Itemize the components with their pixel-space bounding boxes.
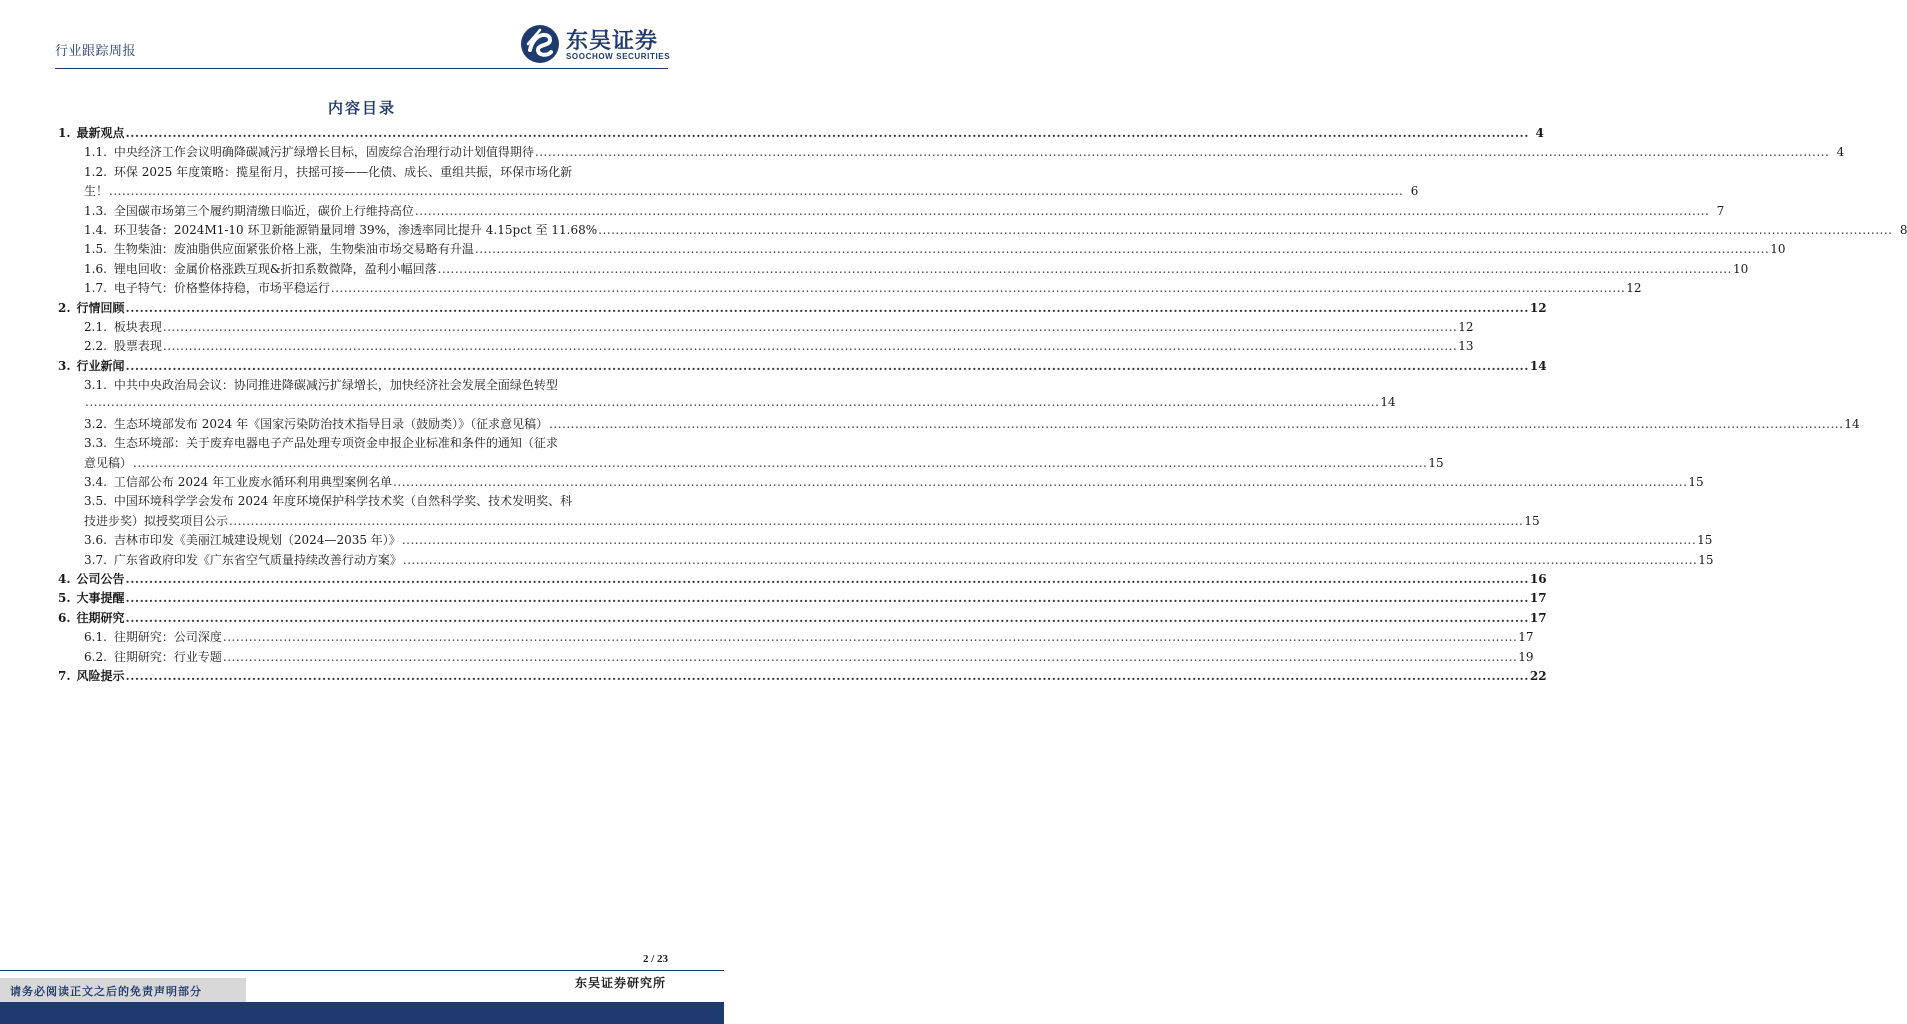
toc-number: 1.7. <box>84 281 107 296</box>
report-type-label: 行业跟踪周报 <box>55 44 137 59</box>
disclaimer-text: 请务必阅读正文之后的免责声明部分 <box>10 985 202 998</box>
toc-entry-text: 锂电回收：金属价格涨跌互现&折扣系数微降，盈利小幅回落 <box>113 261 437 276</box>
toc-subsection-link[interactable] <box>58 163 668 182</box>
toc-title: 内容目录 <box>327 99 396 117</box>
toc-number: 1.2. <box>84 164 107 179</box>
toc-entry-text: 往期研究 <box>76 610 125 625</box>
toc-subsection-link[interactable] <box>58 260 1749 279</box>
toc-leader-dots: ............................................................................................................................................................................................................................................................................................................ <box>125 668 1529 683</box>
toc-subsection-link[interactable] <box>58 395 1396 414</box>
toc-leader-dots: ............................................................................................................................................................................................................................................................................................................ <box>402 552 1698 567</box>
toc-number: 4. <box>58 571 71 586</box>
toc-page-number: 17 <box>1518 630 1534 645</box>
toc-leader-dots: ............................................................................................................................................................................................................................................................................................................ <box>598 222 1893 237</box>
toc-leader-dots: ............................................................................................................................................................................................................................................................................................................ <box>222 630 1518 645</box>
toc-page-number: 19 <box>1518 649 1534 664</box>
toc-leader-dots: ............................................................................................................................................................................................................................................................................................................ <box>125 300 1529 315</box>
toc-leader-dots: ............................................................................................................................................................................................................................................................................................................ <box>534 145 1830 160</box>
disclaimer-bar <box>0 978 246 1002</box>
toc-entry-text: 技进步奖）拟授奖项目公示 <box>84 513 229 528</box>
toc-leader-dots: ............................................................................................................................................................................................................................................................................................................ <box>125 610 1529 625</box>
toc-subsection-link[interactable] <box>58 454 1444 473</box>
footer-divider <box>0 970 724 971</box>
toc-entry-text: 最新观点 <box>76 126 125 140</box>
toc-section-link[interactable] <box>58 357 1547 376</box>
toc-number: 1.5. <box>84 242 107 257</box>
toc-subsection-link[interactable] <box>58 628 1534 647</box>
toc-page-number: 14 <box>1529 358 1547 373</box>
toc-number: 2.1. <box>84 319 107 334</box>
toc-subsection-link[interactable] <box>58 279 1642 298</box>
toc-subsection-link[interactable] <box>58 473 1704 492</box>
toc-subsection-link[interactable] <box>58 143 1845 162</box>
toc-page-number: 12 <box>1458 319 1474 334</box>
toc-leader-dots: ............................................................................................................................................................................................................................................................................................................ <box>437 261 1732 276</box>
toc-subsection-link[interactable] <box>58 182 1419 201</box>
toc-page-number: 14 <box>1844 416 1860 431</box>
toc-entry-text: 风险提示 <box>76 668 125 683</box>
toc-leader-dots: ............................................................................................................................................................................................................................................................................................................ <box>125 358 1529 373</box>
toc-subsection-link[interactable] <box>58 240 1786 259</box>
toc-page-number: 17 <box>1529 610 1547 625</box>
toc-leader-dots: ............................................................................................................................................................................................................................................................................................................ <box>401 533 1697 548</box>
toc-leader-dots: ............................................................................................................................................................................................................................................................................................................ <box>330 281 1626 296</box>
toc-subsection-link[interactable] <box>58 551 1714 570</box>
toc-entry-text: 行业新闻 <box>76 358 125 373</box>
toc-subsection-link[interactable] <box>58 337 1474 356</box>
toc-number: 3.1. <box>84 378 107 393</box>
toc-section-link[interactable] <box>58 589 1547 608</box>
toc-page-number: 22 <box>1529 668 1547 683</box>
brand-logo <box>520 22 680 68</box>
toc-page-number: 13 <box>1458 339 1474 354</box>
toc-entry-text: 往期研究：公司深度 <box>113 630 222 645</box>
toc-subsection-link[interactable] <box>58 434 668 453</box>
toc-number: 3.5. <box>84 494 107 509</box>
toc-number: 1. <box>58 126 71 140</box>
toc-subsection-link[interactable] <box>58 415 1860 434</box>
toc-leader-dots: ............................................................................................................................................................................................................................................................................................................ <box>229 513 1524 528</box>
toc-section-link[interactable] <box>58 299 1547 318</box>
toc-entry-text: 生物柴油：废油脂供应面紧张价格上涨，生物柴油市场交易略有升温 <box>113 242 474 257</box>
institute-name: 东吴证券研究所 <box>574 976 666 990</box>
toc-page-number: 8 <box>1899 222 1907 237</box>
toc-leader-dots: ............................................................................................................................................................................................................................................................................................................ <box>162 339 1458 354</box>
toc-subsection-link[interactable] <box>58 202 1725 221</box>
toc-leader-dots: ............................................................................................................................................................................................................................................................................................................ <box>162 319 1458 334</box>
toc-number: 1.3. <box>84 203 107 218</box>
toc-section-link[interactable] <box>58 609 1547 628</box>
toc-page-number: 15 <box>1697 533 1713 548</box>
logo-chinese-name: 东吴证券 <box>566 29 659 54</box>
toc-page-number: 15 <box>1698 552 1714 567</box>
toc-subsection-link[interactable] <box>58 221 1907 240</box>
toc-number: 3.4. <box>84 475 107 490</box>
page-number: 2 / 23 <box>642 953 668 965</box>
toc-subsection-link[interactable] <box>58 492 668 511</box>
toc-leader-dots: ............................................................................................................................................................................................................................................................................................................ <box>414 203 1710 218</box>
toc-leader-dots: ............................................................................................................................................................................................................................................................................................................ <box>125 571 1529 586</box>
toc-entry-text: 广东省政府印发《广东省空气质量持续改善行动方案》 <box>113 552 402 567</box>
toc-page-number: 12 <box>1626 281 1642 296</box>
toc-number: 3.6. <box>84 533 107 548</box>
toc-number: 2. <box>58 300 71 315</box>
toc-entry-text: 中共中央政治局会议：协同推进降碳减污扩绿增长，加快经济社会发展全面绿色转型 <box>113 378 558 393</box>
toc-page-number: 15 <box>1428 455 1444 470</box>
toc-number: 3.7. <box>84 552 107 567</box>
toc-page-number: 10 <box>1732 261 1749 276</box>
toc-number: 3.2. <box>84 416 107 431</box>
toc-entry-text: 意见稿） <box>84 455 133 470</box>
toc-leader-dots: ............................................................................................................................................................................................................................................................................................................ <box>109 184 1404 199</box>
soochow-logo-icon <box>520 24 560 64</box>
toc-page-number: 4 <box>1535 126 1544 140</box>
toc-number: 6.1. <box>84 630 107 645</box>
logo-english-name: SOOCHOW SECURITIES <box>566 52 671 61</box>
table-of-contents <box>58 124 1907 686</box>
toc-subsection-link[interactable] <box>58 531 1713 550</box>
toc-entry-text: 工信部公布 2024 年工业废水循环利用典型案例名单 <box>113 475 393 490</box>
toc-page-number: 15 <box>1524 513 1540 528</box>
toc-entry-text: 中央经济工作会议明确降碳减污扩绿增长目标，固废综合治理行动计划值得期待 <box>113 145 534 160</box>
header-divider <box>55 68 668 69</box>
toc-page-number: 6 <box>1410 184 1419 199</box>
toc-entry-text: 公司公告 <box>76 571 125 586</box>
toc-leader-dots: ............................................................................................................................................................................................................................................................................................................ <box>125 126 1529 140</box>
toc-entry-text: 中国环境科学学会发布 2024 年度环境保护科学技术奖（自然科学奖、技术发明奖、科 <box>113 494 573 509</box>
toc-subsection-link[interactable] <box>58 376 668 395</box>
toc-entry-text: 环卫装备：2024M1-10 环卫新能源销量同增 39%，渗透率同比提升 4.15pct 至 11.68% <box>113 222 598 237</box>
toc-leader-dots: ............................................................................................................................................................................................................................................................................................................ <box>125 591 1529 606</box>
toc-subsection-link[interactable] <box>58 648 1534 667</box>
toc-leader-dots: ............................................................................................................................................................................................................................................................................................................ <box>85 395 1380 410</box>
toc-number: 3. <box>58 358 71 373</box>
toc-page-number: 4 <box>1836 145 1845 160</box>
toc-section-link[interactable] <box>58 124 1544 143</box>
toc-page-number: 12 <box>1529 300 1547 315</box>
toc-number: 6. <box>58 610 71 625</box>
toc-number: 6.2. <box>84 649 107 664</box>
toc-entry-text: 全国碳市场第三个履约期清缴日临近，碳价上行维持高位 <box>113 203 414 218</box>
toc-page-number: 14 <box>1380 395 1396 410</box>
toc-page-number: 15 <box>1688 475 1704 490</box>
toc-entry-text: 往期研究：行业专题 <box>113 649 222 664</box>
toc-number: 7. <box>58 668 71 683</box>
toc-entry-text: 生态环境部：关于废弃电器电子产品处理专项资金申报企业标准和条件的通知（征求 <box>113 436 558 451</box>
toc-section-link[interactable] <box>58 667 1547 686</box>
toc-entry-text: 股票表现 <box>113 339 162 354</box>
toc-page-number: 16 <box>1529 571 1547 586</box>
toc-page-number: 17 <box>1529 591 1547 606</box>
toc-number: 1.4. <box>84 222 107 237</box>
toc-number: 2.2. <box>84 339 107 354</box>
toc-leader-dots: ............................................................................................................................................................................................................................................................................................................ <box>474 242 1770 257</box>
toc-leader-dots: ............................................................................................................................................................................................................................................................................................................ <box>549 416 1844 431</box>
toc-leader-dots: ............................................................................................................................................................................................................................................................................................................ <box>393 475 1688 490</box>
toc-number: 1.6. <box>84 261 107 276</box>
toc-subsection-link[interactable] <box>58 512 1540 531</box>
toc-section-link[interactable] <box>58 570 1547 589</box>
toc-number: 1.1. <box>84 145 107 160</box>
toc-number: 5. <box>58 591 71 606</box>
toc-page-number: 10 <box>1770 242 1786 257</box>
footer-band <box>0 1002 724 1024</box>
toc-entry-text: 生态环境部发布 2024 年《国家污染防治技术指导目录（鼓励类）》（征求意见稿） <box>113 416 549 431</box>
toc-number: 3.3. <box>84 436 107 451</box>
toc-page-number: 7 <box>1716 203 1725 218</box>
toc-entry-text: 吉林市印发《美丽江城建设规划（2024—2035 年）》 <box>113 533 401 548</box>
toc-subsection-link[interactable] <box>58 318 1474 337</box>
toc-entry-text: 环保 2025 年度策略：揽星衔月，扶摇可接——化债、成长、重组共振，环保市场化新 <box>113 164 573 179</box>
toc-leader-dots: ............................................................................................................................................................................................................................................................................................................ <box>222 649 1518 664</box>
toc-entry-text: 行情回顾 <box>76 300 125 315</box>
toc-entry-text: 板块表现 <box>113 319 162 334</box>
toc-leader-dots: ............................................................................................................................................................................................................................................................................................................ <box>133 455 1428 470</box>
toc-entry-text: 电子特气：价格整体持稳，市场平稳运行 <box>113 281 330 296</box>
toc-entry-text: 大事提醒 <box>76 591 125 606</box>
toc-entry-text: 生！ <box>84 184 109 199</box>
